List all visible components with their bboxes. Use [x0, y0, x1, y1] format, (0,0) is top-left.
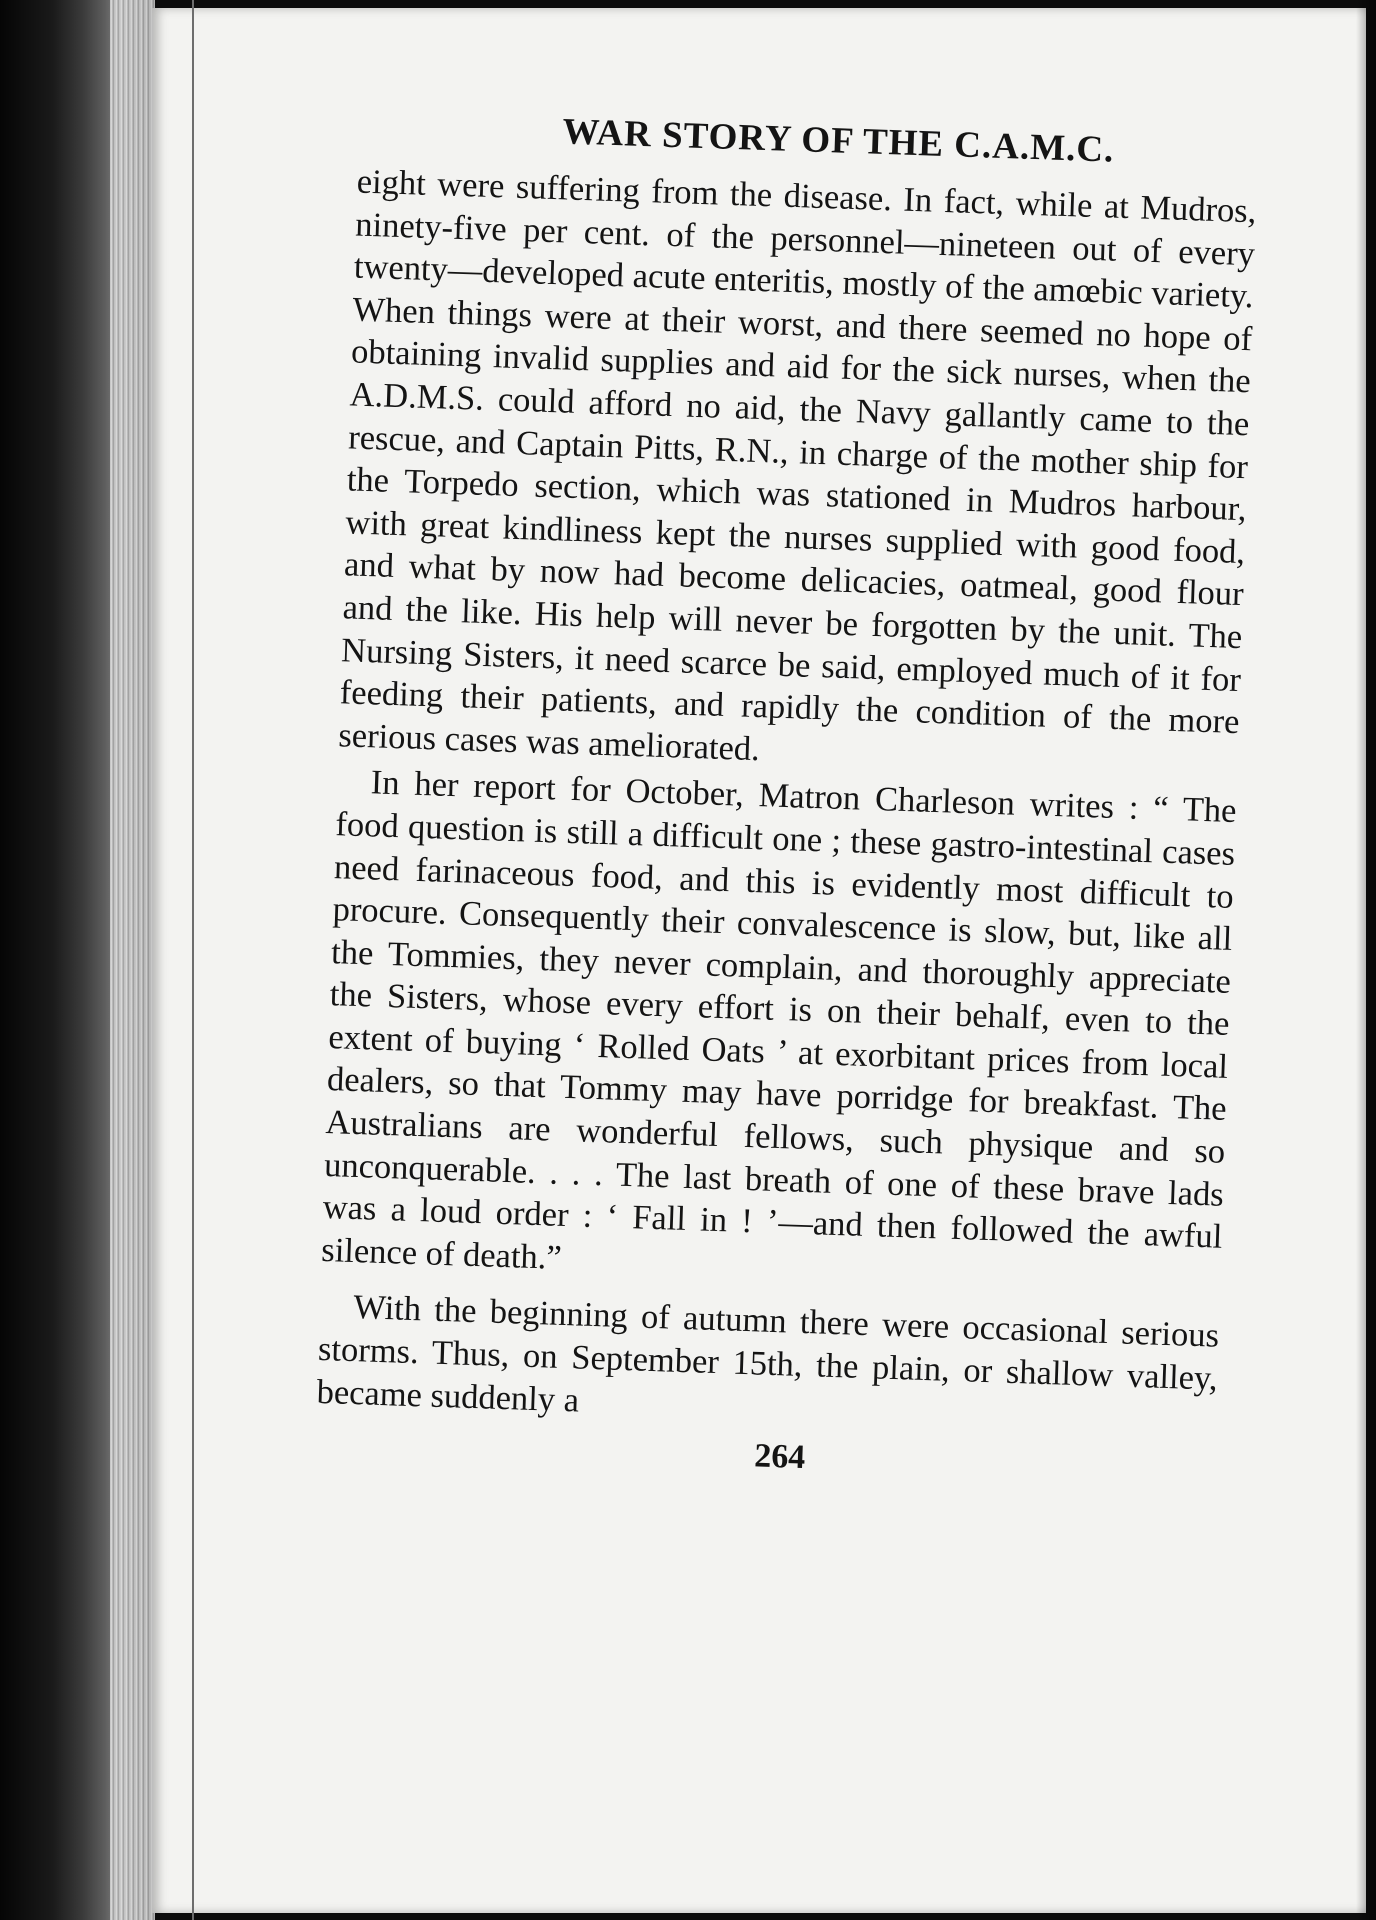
- paragraph-autumn-storms: With the beginning of autumn there were occasional serious storms. Thus, on September 15th, the plain, or shallow valley, became suddenly a: [316, 1288, 1220, 1420]
- running-head: WAR STORY OF THE C.A.M.C.: [561, 111, 1115, 171]
- page-right-shadow: [1356, 0, 1376, 1920]
- page-stack-edge: [110, 0, 155, 1920]
- page-number: 264: [753, 1437, 806, 1477]
- paragraph-continued: eight were suffering from the disease. In fact, while at Mudros, ninety-five per cent. of the personnel—nineteen out of every twenty—developed acute enteritis, mostly of the amœbic variety. When things were at their worst, and there seemed no hope of obtaining invalid supplies and aid for the sick nurses, when the A.D.M.S. could afford no aid, the Navy gallantly came to the rescue, and Captain Pitts, R.N., in charge of the mother ship for the Torpedo section, which was stationed in Mudros harbour, with great kindliness kept the nurses supplied with good food, and what by now had become delicacies, oatmeal, good flour and the like. His help will never be forgotten by the unit. The Nursing Sisters, it need scarce be said, employed much of it for feeding their patients, and rapidly the condition of the more serious cases was ameliorated.: [337, 162, 1257, 768]
- paragraph-matron-report: In her report for October, Matron Charleson writes : “ The food question is still a difficult one ; these gastro-intestinal cases need farinaceous food, and this is evidently most difficult to procure. Consequently their convalescence is slow, but, like all the Tommies, they never complain, and thoroughly appreciate the Sisters, whose every effort is on their behalf, even to the extent of buying ‘ Rolled Oats ’ at exorbitant prices from local dealers, so that Tommy may have porridge for breakfast. The Australians are wonderful fellows, such physique and so unconquerable. . . . The last breath of one of these brave lads was a loud order : ‘ Fall in ! ’—and then followed the awful silence of death.”: [320, 763, 1238, 1277]
- page-content: [314, 104, 1259, 1491]
- page-gutter-line: [192, 0, 194, 1920]
